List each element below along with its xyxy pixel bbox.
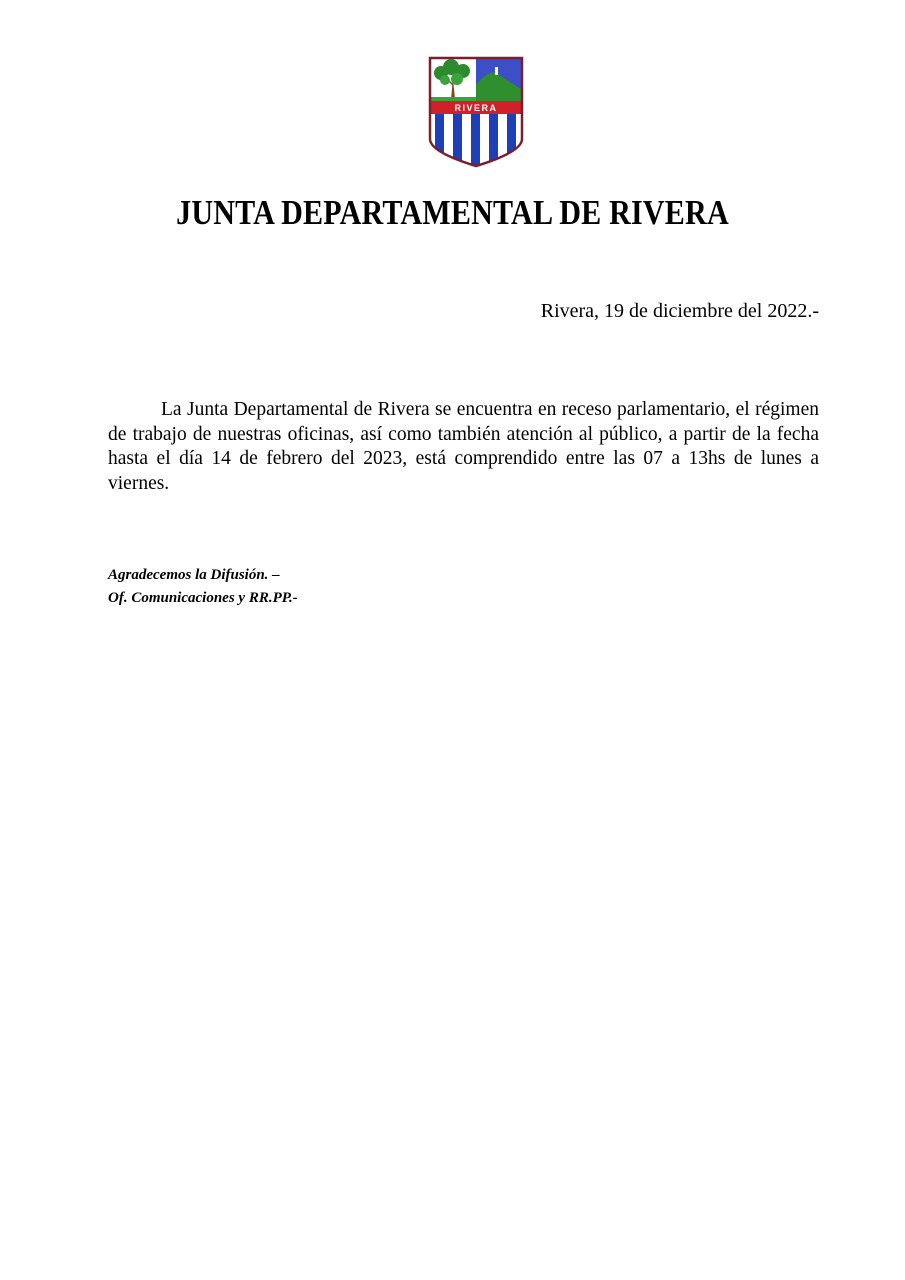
crest-stripe [507, 114, 516, 168]
crest-stripe [471, 114, 480, 168]
page-title: JUNTA DEPARTAMENTAL DE RIVERA [176, 193, 729, 232]
crest-banner-text: RIVERA [454, 103, 498, 113]
date-line: Rivera, 19 de diciembre del 2022.- [540, 300, 819, 322]
rivera-coat-of-arms [427, 55, 525, 168]
crest-stripe [435, 114, 444, 168]
signature-line-2: Of. Comunicaciones y RR.PP.- [108, 590, 298, 606]
coat-of-arms-icon [427, 55, 525, 168]
signature-line-1: Agradecemos la Difusión. – [108, 567, 280, 583]
body-paragraph: La Junta Departamental de Rivera se encuentra en receso parlamentario, el régimen de trabajo de nuestras oficinas, así como también atención al público, a partir de la fecha hasta el día 14 de febrero del 2023, está comprendido entre las 07 a 13hs de lunes a viernes. [108, 399, 819, 494]
crest-monument [495, 67, 498, 75]
